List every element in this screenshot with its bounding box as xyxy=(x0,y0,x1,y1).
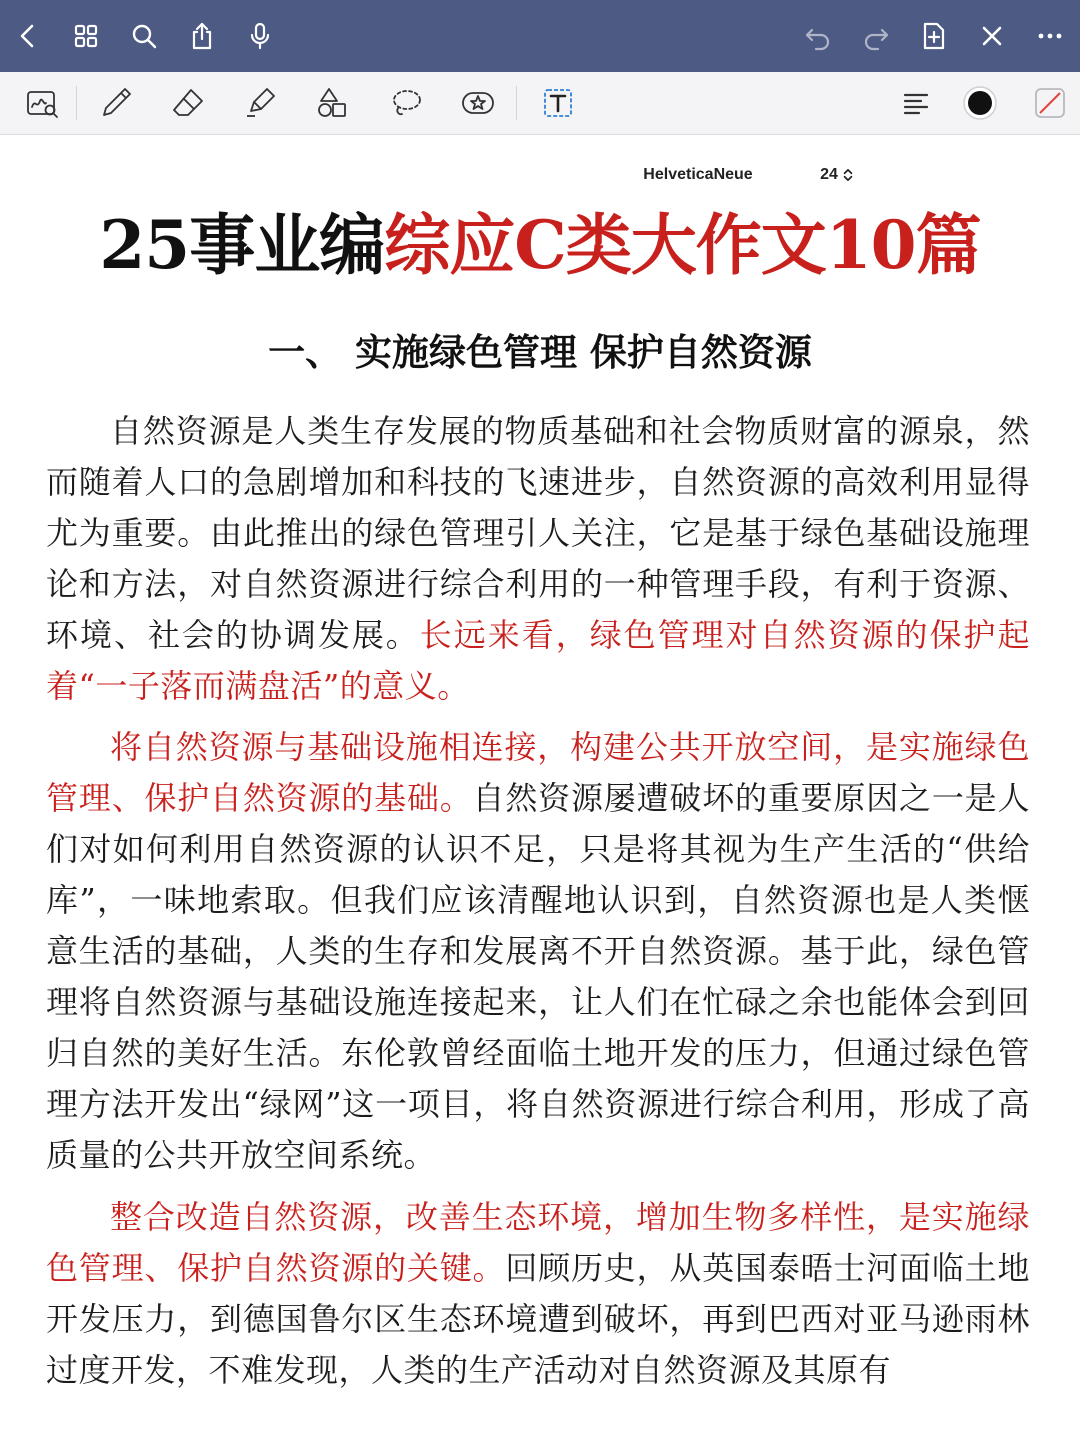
highlighter-tool-icon[interactable] xyxy=(238,82,282,124)
lasso-tool-icon[interactable] xyxy=(384,82,428,124)
paragraph xyxy=(46,1192,1030,1396)
share-icon[interactable] xyxy=(184,18,220,54)
undo-icon[interactable] xyxy=(800,18,836,54)
grid-view-icon[interactable] xyxy=(68,18,104,54)
font-family-selector[interactable] xyxy=(622,156,774,194)
title-black-part: 25事业编 xyxy=(99,206,385,284)
paragraph-highlight: 整合改造自然资源，改善生态环境，增加生物多样性，是实施绿色管理、保护自然资源的关键。 xyxy=(46,1198,1030,1287)
top-navigation-bar xyxy=(0,0,1080,72)
paragraph-text: 回顾历史，从英国泰晤士河面临土地开发压力，到德国鲁尔区生态环境遭到破坏，再到巴西对亚马逊雨林过度开发，不难发现，人类的生产活动对自然资源及其原有 xyxy=(46,1249,1030,1389)
paragraph-text: 自然资源屡遭破坏的重要原因之一是人们对如何利用自然资源的认识不足，只是将其视为生产生活的“供给库”，一味地索取。但我们应该清醒地认识到，自然资源也是人类惬意生活的基础，人类的生存和发展离不开自然资源。基于此，绿色管理将自然资源与基础设施连接起来，让人们在忙碌之余也能体会到回归自然的美好生活。东伦敦曾经面临土地开发的压力，但通过绿色管理方法开发出“绿网”这一项目，将自然资源进行综合利用，形成了高质量的公共开放空间系统。 xyxy=(46,779,1030,1174)
pen-tool-icon[interactable] xyxy=(94,82,138,124)
page-title xyxy=(0,192,1080,287)
section-heading: 一、 实施绿色管理 保护自然资源 xyxy=(268,330,812,374)
eraser-tool-icon[interactable] xyxy=(166,82,210,124)
search-icon[interactable] xyxy=(126,18,162,54)
font-size-selector[interactable] xyxy=(802,156,872,194)
paragraph xyxy=(46,406,1030,712)
text-tool-icon[interactable] xyxy=(536,82,580,124)
handwriting-search-tool-icon[interactable] xyxy=(20,82,64,124)
more-options-icon[interactable] xyxy=(1032,18,1068,54)
color-picker-swatch[interactable] xyxy=(958,82,1002,124)
title-red-part: 综应C类大作文10篇 xyxy=(384,206,981,284)
toolbar-divider xyxy=(76,86,77,120)
font-family-value: HelveticaNeue xyxy=(643,166,753,183)
redo-icon[interactable] xyxy=(858,18,894,54)
paragraph-highlight: 长远来看，绿色管理对自然资源的保护起着“一子落而满盘活”的意义。 xyxy=(46,616,1030,705)
annotation-toolbar xyxy=(0,72,1080,183)
add-page-icon[interactable] xyxy=(916,18,952,54)
stepper-chevrons-icon xyxy=(842,167,854,183)
microphone-icon[interactable] xyxy=(242,18,278,54)
text-align-icon[interactable] xyxy=(894,82,938,124)
back-chevron-icon[interactable] xyxy=(10,18,46,54)
paragraph xyxy=(46,722,1030,1181)
toolbar-divider xyxy=(516,86,517,120)
background-color-icon[interactable] xyxy=(1028,82,1072,124)
paragraph-text: 自然资源是人类生存发展的物质基础和社会物质财富的源泉，然而随着人口的急剧增加和科技的飞速进步，自然资源的高效利用显得尤为重要。由此推出的绿色管理引人关注，它是基于绿色基础设施理论和方法，对自然资源进行综合利用的一种管理手段，有利于资源、环境、社会的协调发展。 xyxy=(46,412,1030,654)
shapes-tool-icon[interactable] xyxy=(310,82,354,124)
elements-sticker-icon[interactable] xyxy=(456,82,500,124)
paragraph-highlight: 将自然资源与基础设施相连接，构建公共开放空间，是实施绿色管理、保护自然资源的基础。 xyxy=(46,728,1030,817)
close-icon[interactable] xyxy=(974,18,1010,54)
font-size-value: 24 xyxy=(820,166,838,183)
